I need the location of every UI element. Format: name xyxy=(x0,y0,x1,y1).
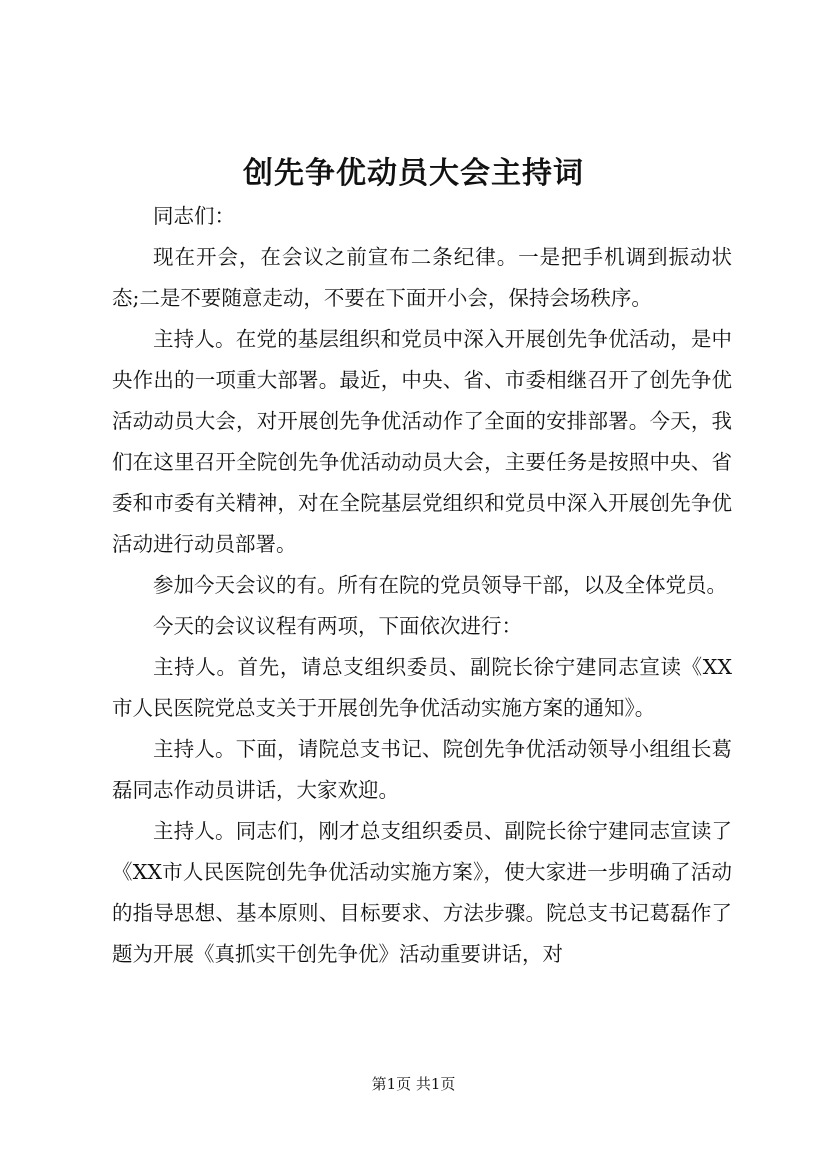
page-number-footer: 第1页 共1页 xyxy=(371,1075,456,1093)
paragraph-meeting-rules: 现在开会，在会议之前宣布二条纪律。一是把手机调到振动状态;二是不要随意走动，不要在下面开小会，保持会场秩序。 xyxy=(112,245,732,310)
paragraph-greeting: 同志们： xyxy=(153,204,235,228)
paragraph-summary: 主持人。同志们，刚才总支组织委员、副院长徐宁建同志宣读了《XX市人民医院创先争优活动实施方案》，使大家进一步明确了活动的指导思想、基本原则、目标要求、方法步骤。院总支书记葛磊作了题为开展《真抓实干创先争优》活动重要讲话，对 xyxy=(112,819,732,966)
paragraph-introduction: 主持人。在党的基层组织和党员中深入开展创先争优活动，是中央作出的一项重大部署。最近，中央、省、市委相继召开了创先争优活动动员大会，对开展创先争优活动作了全面的安排部署。今天，我们在这里召开全院创先争优活动动员大会，主要任务是按照中央、省委和市委有关精神，对在全院基层党组织和党员中深入开展创先争优活动进行动员部署。 xyxy=(112,327,732,556)
document-title: 创先争优动员大会主持词 xyxy=(243,156,584,191)
paragraph-agenda: 今天的会议议程有两项，下面依次进行： xyxy=(153,614,522,638)
paragraph-agenda-item-2: 主持人。下面，请院总支书记、院创先争优活动领导小组组长葛磊同志作动员讲话，大家欢迎。 xyxy=(112,737,732,802)
paragraph-agenda-item-1: 主持人。首先，请总支组织委员、副院长徐宁建同志宣读《XX市人民医院党总支关于开展创先争优活动实施方案的通知》。 xyxy=(112,655,732,720)
document-body xyxy=(112,196,732,975)
paragraph-attendees: 参加今天会议的有。所有在院的党员领导干部，以及全体党员。 xyxy=(153,573,727,597)
